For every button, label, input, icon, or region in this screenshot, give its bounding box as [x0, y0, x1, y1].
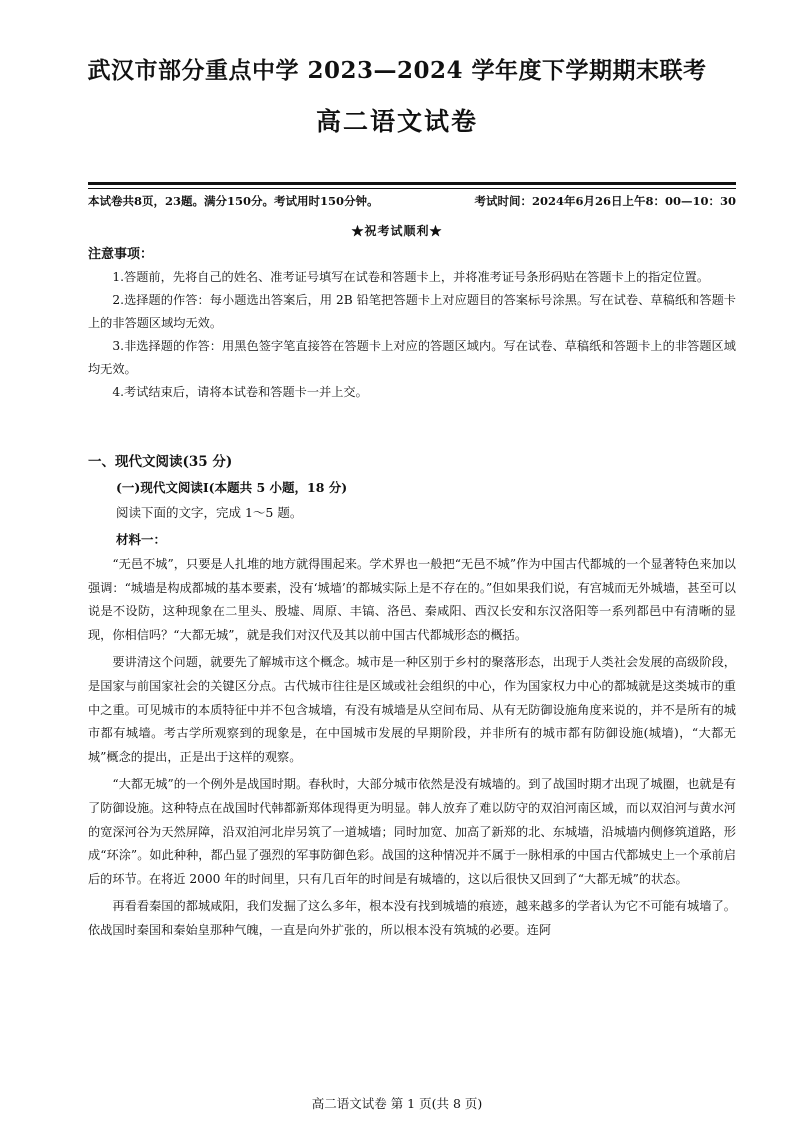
passage-paragraph: 再看看秦国的都城咸阳，我们发掘了这么多年，根本没有找到城墙的痕迹，越来越多的学者认为它不可能有城墙了。依战国时秦国和秦始皇那种气魄，一直是向外扩张的，所以根本没有筑城的必要。连阿 — [88, 899, 736, 937]
material-label: 材料一： — [116, 532, 167, 547]
reading-passage — [88, 553, 736, 947]
blessing-line: ★祝考试顺利★ — [351, 224, 443, 238]
notice-item: 2.选择题的作答：每小题选出答案后，用 2B 铅笔把答题卡上对应题目的答案标号涂黑。写在试卷、草稿纸和答题卡上的非答题区域均无效。 — [88, 293, 736, 330]
section-title: 一、现代文阅读(35 分) — [88, 454, 233, 470]
exam-time: 考试时间：2024年6月26日上午8：00—10：30 — [474, 194, 736, 208]
subsection-title: (一)现代文阅读Ⅰ(本题共 5 小题，18 分) — [116, 480, 348, 495]
passage-paragraph: “大都无城”的一个例外是战国时期。春秋时，大部分城市依然是没有城墙的。到了战国时期才出现了城圈，也就是有了防御设施。这种特点在战国时代韩都新郑体现得更为明显。韩人放弃了难以防守的双洎河南区域，而以双洎河与黄水河的宽深河谷为天然屏障，沿双洎河北岸另筑了一道城墙；同时加宽、加高了新郑的北、东城墙，沿城墙内侧修筑道路，形成“环涂”。如此种种，都凸显了强烈的军事防御色彩。战国的这种情况并不属于一脉相承的中国古代都城史上一个承前启后的环节。在将近 2000 年的时间里，只有几百年的时间是有城墙的，这以后很快又回到了“大都无城”的状态。 — [88, 777, 736, 886]
notice-heading: 注意事项： — [88, 247, 154, 262]
page-footer: 高二语文试卷 第 1 页(共 8 页) — [311, 1096, 483, 1111]
exam-subtitle: 高二语文试卷 — [315, 107, 478, 136]
exam-info-left: 本试卷共8页，23题。满分150分。考试用时150分钟。 — [88, 194, 379, 208]
reading-instruction: 阅读下面的文字，完成 1～5 题。 — [116, 505, 303, 520]
exam-info-row — [88, 193, 736, 213]
notice-item: 3.非选择题的作答：用黑色签字笔直接答在答题卡上对应的答题区域内。写在试卷、草稿纸和答题卡上的非答题区域均无效。 — [88, 339, 736, 376]
notice-item: 1.答题前，先将自己的姓名、准考证号填写在试卷和答题卡上，并将准考证号条形码贴在答题卡上的指定位置。 — [112, 270, 710, 284]
header-rule-thick — [88, 182, 736, 185]
passage-paragraph: 要讲清这个问题，就要先了解城市这个概念。城市是一种区别于乡村的聚落形态，出现于人类社会发展的高级阶段，是国家与前国家社会的关键区分点。古代城市往往是区域或社会组织的中心，作为国家权力中心的都城就是这类城市的重中之重。可见城市的本质特征中并不包含城墙，有没有城墙是从空间布局、从有无防御设施角度来说的，并不是所有的城市都有城墙。考古学所观察到的现象是，在中国城市发展的早期阶段，并非所有的城市都有防御设施(城墙)，“大都无城”概念的提出，正是出于这样的观察。 — [88, 655, 736, 764]
passage-paragraph: “无邑不城”，只要是人扎堆的地方就得围起来。学术界也一般把“无邑不城”作为中国古代都城的一个显著特色来加以强调：“城墙是构成都城的基本要素，没有‘城墙’的都城实际上是不存在的。”但如果我们说，有宫城而无外城墙，甚至可以说是不设防，这种现象在二里头、殷墟、周原、丰镐、洛邑、秦咸阳、西汉长安和东汉洛阳等一系列都邑中有清晰的显现，你相信吗？“大都无城”，就是我们对汉代及其以前中国古代都城形态的概括。 — [88, 557, 736, 642]
header-rule-thin — [88, 188, 736, 189]
exam-title: 武汉市部分重点中学 2023—2024 学年度下学期期末联考 — [87, 57, 707, 84]
notice-list — [88, 266, 736, 404]
notice-item: 4.考试结束后，请将本试卷和答题卡一并上交。 — [112, 385, 368, 399]
